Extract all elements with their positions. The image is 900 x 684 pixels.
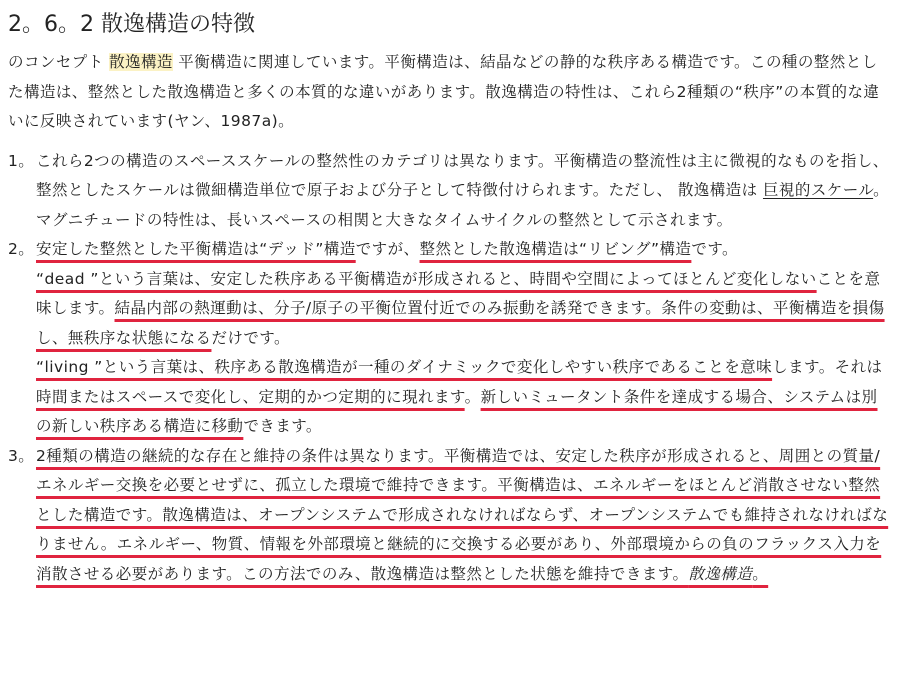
item2-text: です。 — [691, 240, 738, 258]
red-underline-segment: “living ”という言葉は、秩序ある散逸構造が一種のダイナミックで変化しやすい秩序であることを意味 — [36, 358, 773, 376]
intro-paragraph — [8, 48, 890, 137]
red-underline-segment: 安定した整然とした平衡構造は“デッド”構造 — [36, 240, 356, 258]
list-number: 1。 — [8, 151, 35, 170]
list-item-2 — [8, 235, 890, 442]
red-underline-segment: 。 — [752, 564, 769, 583]
red-underline-segment: 結晶内部の熱運動は、分子/原子の平衡位置付近でのみ振動を誘発できます。条件の変動は、平衡構造を損傷し、無秩序な状態になる — [36, 299, 885, 347]
intro-text-rest: 平衡構造に関連しています。平衡構造は、結晶などの静的な秩序ある構造です。この種の整然とした構造は、整然とした散逸構造と多くの本質的な違いがあります。散逸構造の特性は、これら2種類の“秩序”の本質的な違いに反映されています(ヤン、1987a)。 — [8, 53, 880, 130]
item1-text: これら2つの構造のスペーススケールの整然性のカテゴリは異なります。平衡構造の整流性は主に微視的なものを指し、整然としたスケールは微細構造単位で原子および分子として特徴付けられます。ただし、 散逸構造は — [36, 151, 889, 199]
section-heading: 2。6。2 散逸構造の特徴 — [8, 12, 255, 37]
highlighted-term: 散逸構造 — [109, 53, 173, 71]
list-number: 3。 — [8, 446, 35, 465]
red-underline-segment: “dead ”という言葉は、安定した秩序ある平衡構造が形成されると、時間や空間によってほとんど変化しない — [36, 269, 817, 288]
underlined-term: 巨視的スケール — [762, 181, 874, 199]
list-item-3 — [8, 442, 890, 590]
red-underline-segment: 整然とした散逸構造は“リビング”構造 — [419, 240, 692, 258]
item1-text-rest: 。マグニチュードの特性は、長いスペースの相関と大きなタイムサイクルの整然として示されます。 — [36, 181, 890, 229]
red-underline-segment: 2種類の構造の継続的な存在と維持の条件は異なります。平衡構造では、安定した秩序が形成されると、周囲との質量/エネルギー交換を必要とせずに、孤立した環境で維持できます。平衡構造は、エネルギーをほとんど消散させない整然とした構造です。散逸構造は、オープンシステムで形成されなければならず、オープンシステムでも維持されなければなりません。エネルギー、物質、情報を外部環境と継続的に交換する必要があり、外部環境からの負のフラックス入力を消散させる必要があります。この方法でのみ、散逸構造は整然とした状態を維持できます。 — [36, 446, 889, 583]
item2-text: します。それは — [772, 358, 883, 376]
numbered-list — [8, 147, 890, 590]
item2-text: ことを意味します。 — [36, 269, 881, 317]
red-underline-segment: 時間またはスペースで変化し、定期的かつ定期的に現れます — [36, 387, 465, 406]
list-item-1 — [8, 147, 890, 236]
item2-text: 。 — [464, 387, 481, 406]
item2-text: だけです。 — [211, 328, 290, 347]
list-number: 2。 — [8, 240, 35, 258]
italic-term: 散逸構造 — [688, 564, 753, 583]
item2-text: できます。 — [243, 417, 322, 435]
item2-text: ですが、 — [355, 240, 420, 258]
red-underline-segment: 新しいミュータント条件を達成する場合、システムは別の新しい秩序ある構造に移動 — [36, 387, 878, 435]
intro-text-start: のコンセプト — [8, 53, 110, 71]
